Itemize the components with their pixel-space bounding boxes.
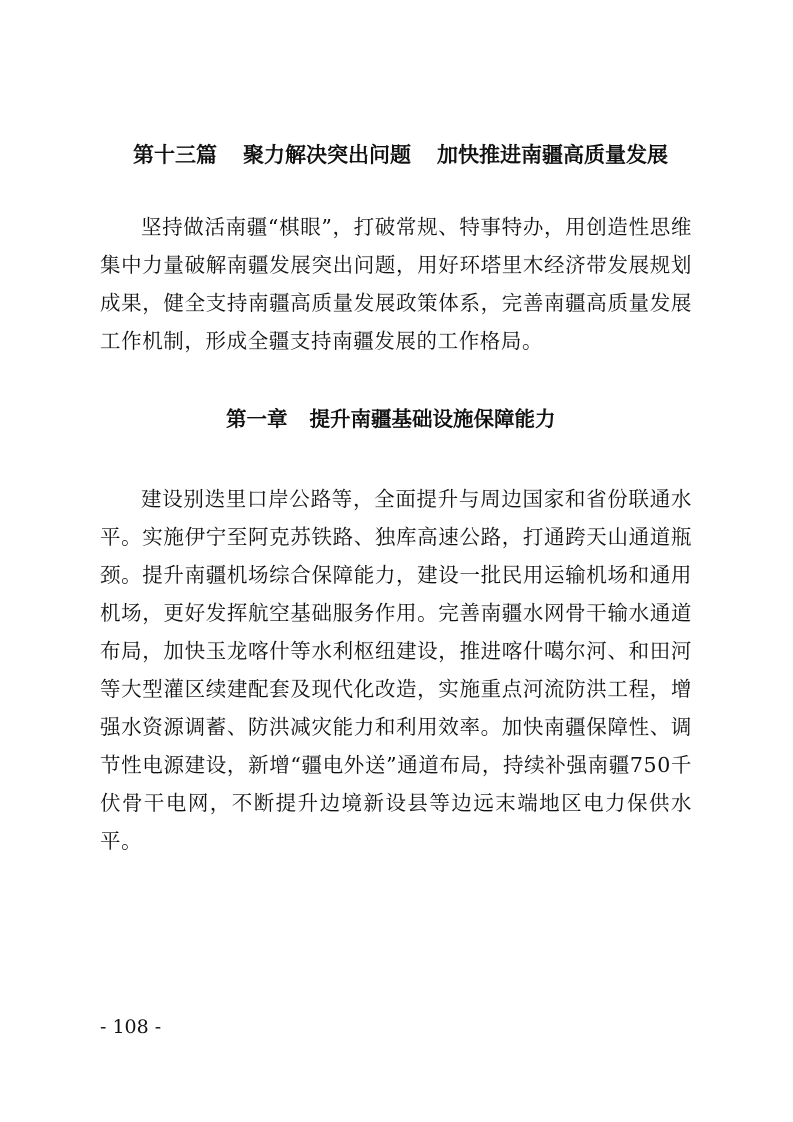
chapter-title xyxy=(226,404,556,434)
part-title-a: 聚力解决突出问题 xyxy=(243,143,411,167)
part-title xyxy=(133,140,693,170)
page-number: - 108 - xyxy=(100,1016,162,1038)
part-title-b: 加快推进南疆高质量发展 xyxy=(437,143,668,167)
body-paragraph: 建设别迭里口岸公路等，全面提升与周边国家和省份联通水平。实施伊宁至阿克苏铁路、独库高速公路，打通跨天山通道瓶颈。提升南疆机场综合保障能力，建设一批民用运输机场和通用机场，更好发挥航空基础服务作用。完善南疆水网骨干输水通道布局，加快玉龙喀什等水利枢纽建设，推进喀什噶尔河、和田河等大型灌区续建配套及现代化改造，实施重点河流防洪工程，增强水资源调蓄、防洪减灾能力和利用效率。加快南疆保障性、调节性电源建设，新增“疆电外送”通道布局，持续补强南疆750千伏骨干电网，不断提升边境新设县等边远末端地区电力保供水平。 xyxy=(100,487,692,853)
intro-paragraph: 坚持做活南疆“棋眼”，打破常规、特事特办，用创造性思维集中力量破解南疆发展突出问题，用好环塔里木经济带发展规划成果，健全支持南疆高质量发展政策体系，完善南疆高质量发展工作机制，形成全疆支持南疆发展的工作格局。 xyxy=(100,215,692,353)
part-number: 第十三篇 xyxy=(133,143,217,167)
chapter-number: 第一章 xyxy=(226,407,288,431)
chapter-heading: 提升南疆基础设施保障能力 xyxy=(309,407,556,431)
